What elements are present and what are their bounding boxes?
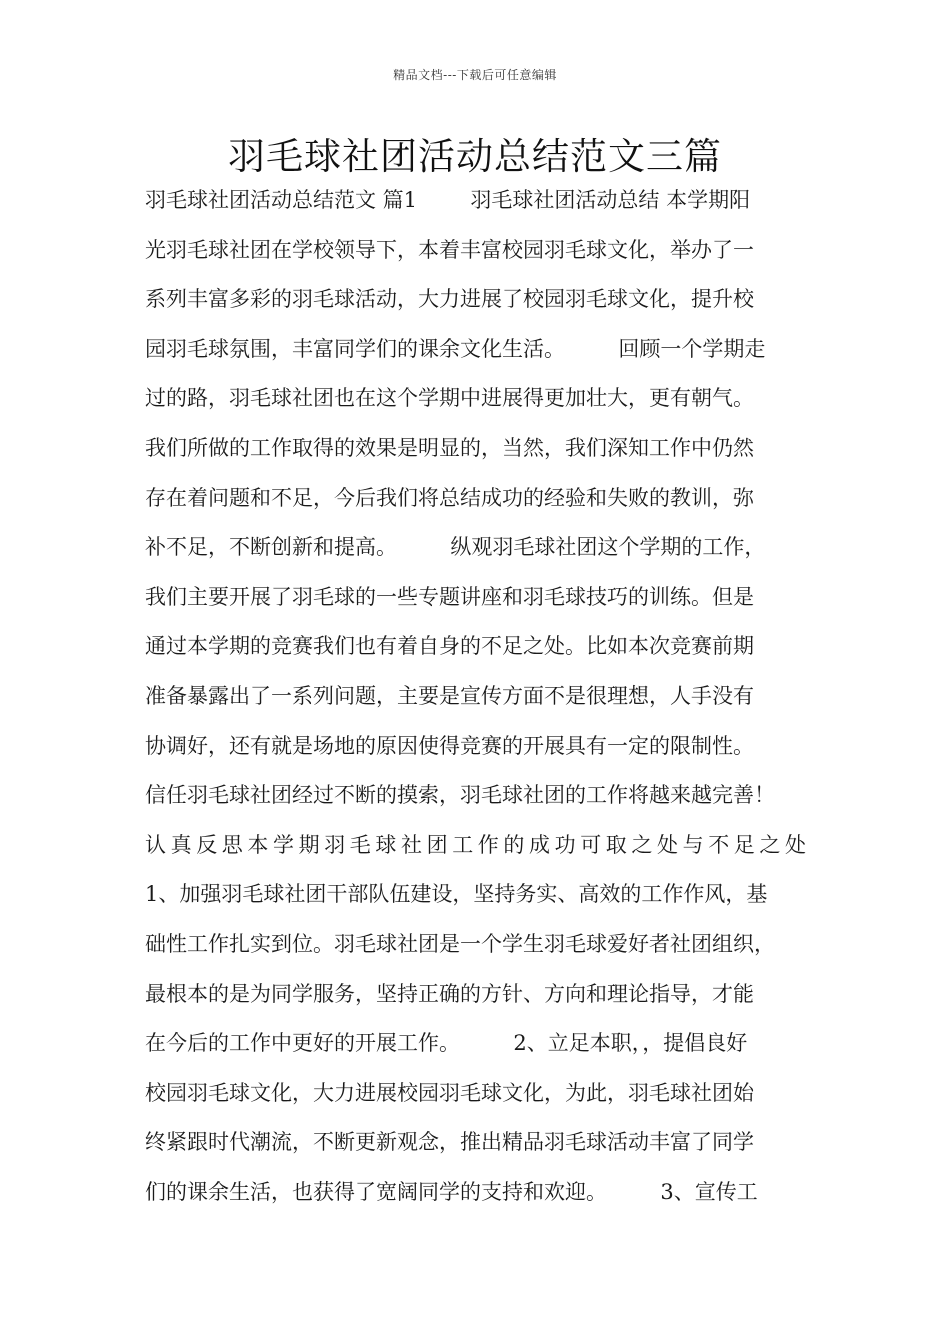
document-body <box>145 184 845 1225</box>
body-line: 认真反思本学期羽毛球社团工作的成功可取之处与不足之处 <box>145 832 806 857</box>
body-line: 1、加强羽毛球社团干部队伍建设，坚持务实、高效的工作作风，基 <box>145 882 768 907</box>
body-line: 信任羽毛球社团经过不断的摸索，羽毛球社团的工作将越来越完善！ <box>145 783 775 808</box>
body-line: 在今后的工作中更好的开展工作。 2、立足本职，，提倡良好 <box>145 1031 748 1056</box>
body-line: 础性工作扎实到位。羽毛球社团是一个学生羽毛球爱好者社团组织， <box>145 931 775 956</box>
body-line: 准备暴露出了一系列问题，主要是宣传方面不是很理想，人手没有 <box>145 683 754 708</box>
body-line: 羽毛球社团活动总结范文 篇1 羽毛球社团活动总结 本学期阳 <box>145 188 751 212</box>
body-line: 补不足，不断创新和提高。 纵观羽毛球社团这个学期的工作， <box>145 535 766 560</box>
body-line: 光羽毛球社团在学校领导下，本着丰富校园羽毛球文化，举办了一 <box>145 237 754 262</box>
document-title: 羽毛球社团活动总结范文三篇 <box>228 135 722 178</box>
body-line: 园羽毛球氛围，丰富同学们的课余文化生活。 回顾一个学期走 <box>145 336 766 361</box>
body-line: 系列丰富多彩的羽毛球活动，大力进展了校园羽毛球文化，提升校 <box>145 287 754 312</box>
body-line: 存在着问题和不足，今后我们将总结成功的经验和失败的教训，弥 <box>145 485 754 510</box>
body-line: 我们主要开展了羽毛球的一些专题讲座和羽毛球技巧的训练。但是 <box>145 584 754 609</box>
body-line: 过的路，羽毛球社团也在这个学期中进展得更加壮大，更有朝气。 <box>145 386 754 411</box>
body-line: 通过本学期的竞赛我们也有着自身的不足之处。比如本次竞赛前期 <box>145 634 754 659</box>
body-line: 我们所做的工作取得的效果是明显的，当然，我们深知工作中仍然 <box>145 435 754 460</box>
body-line: 们的课余生活，也获得了宽阔同学的支持和欢迎。 3、宣传工 <box>145 1179 758 1204</box>
body-line: 校园羽毛球文化，大力进展校园羽毛球文化，为此，羽毛球社团始 <box>145 1080 754 1105</box>
body-line: 协调好，还有就是场地的原因使得竞赛的开展具有一定的限制性。 <box>145 733 754 758</box>
body-line: 最根本的是为同学服务，坚持正确的方针、方向和理论指导，才能 <box>145 981 754 1006</box>
body-line: 终紧跟时代潮流，不断更新观念，推出精品羽毛球活动丰富了同学 <box>145 1130 754 1155</box>
header-note: 精品文档---下载后可任意编辑 <box>393 68 557 82</box>
